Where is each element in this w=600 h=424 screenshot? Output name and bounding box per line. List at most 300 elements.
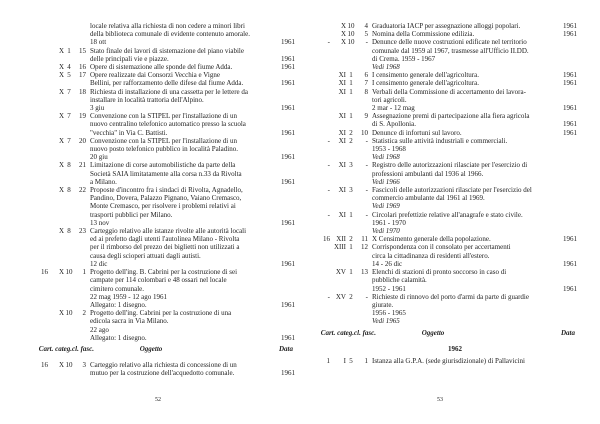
entry-row (300, 243, 580, 268)
entry-categ: XI (338, 136, 346, 145)
entry-year: 1961 (281, 333, 295, 342)
entry-line (90, 153, 295, 161)
entry-cart: 16 (323, 235, 330, 244)
entry-categ: X (58, 309, 64, 318)
entry-oggetto (372, 88, 577, 113)
page-number-left: 52 (155, 396, 161, 403)
entry-cart (18, 186, 48, 227)
entry-oggetto (372, 22, 577, 30)
entry-text: Allegato: 1 disegno. (90, 300, 147, 309)
entry-categ: XIII (333, 243, 346, 252)
entry-text: 1952 - 1961 (372, 284, 406, 293)
entry-cl: 10 (347, 38, 355, 47)
entry-line (90, 63, 295, 71)
entry-cl: 10 (65, 361, 73, 370)
entry-line (90, 112, 295, 120)
entry-categ: X (58, 46, 64, 55)
entry-fasc: 19 (79, 112, 86, 121)
entry-cart (300, 268, 330, 293)
entry-categ: X (340, 22, 346, 30)
entry-cart (18, 112, 48, 137)
entry-categ: XI (338, 71, 346, 80)
entry-categ: X (58, 186, 64, 195)
entry-cart (18, 227, 48, 268)
entry-cart (300, 112, 330, 128)
entry-cl: 1 (349, 243, 353, 252)
entry-line (90, 202, 295, 210)
entry-oggetto (372, 211, 577, 236)
entry-row (300, 357, 580, 365)
entry-year: 1961 (281, 104, 295, 113)
entry-text: Società SAIA limitatamente alla corsa n.33 da Rivolta (90, 169, 242, 178)
entry-line (372, 137, 577, 145)
entry-line (372, 145, 577, 153)
entry-text: 1961 - 1970 (372, 218, 406, 227)
entry-line (372, 219, 577, 227)
entry-fasc: - (365, 38, 368, 47)
entry-year: 1961 (281, 300, 295, 309)
entry-line (372, 170, 577, 178)
entry-categ: XI (338, 128, 346, 137)
entry-text: pubbliche calamità. (372, 276, 427, 285)
entry-line (90, 178, 295, 186)
entry-text: 14 - 26 dic (372, 259, 403, 268)
entry-year: 1961 (281, 369, 295, 378)
entry-text: Opere di sistemazione alle sponde del fiume Adda. (90, 63, 233, 72)
entry-line (372, 309, 577, 317)
entry-text: di Crema. 1959 - 1967 (372, 54, 436, 63)
entry-line (372, 88, 577, 96)
entry-cl: 2 (349, 235, 353, 244)
entry-text: trasporti pubblici per Milano. (90, 210, 173, 219)
entry-fasc: 3 (82, 361, 86, 370)
entry-year: 1961 (281, 259, 295, 268)
entry-categ: X (340, 38, 346, 47)
entry-text: Circolari prefettizie relative all'anagrafe e stato civile. (372, 210, 523, 219)
entry-year: 1961 (563, 79, 577, 88)
entry-note: Vedi 1969 (372, 202, 400, 211)
entry-text: Denunce delle nuove costruzioni edificate nel territorio (372, 38, 527, 47)
entry-row (18, 22, 298, 47)
entry-text: 3 giu (90, 104, 105, 113)
entry-line (372, 161, 577, 169)
entry-fasc: 2 (82, 309, 86, 318)
entry-line (90, 145, 295, 153)
entry-line (90, 71, 295, 79)
entry-cl: 2 (349, 136, 353, 145)
entry-cart (300, 88, 330, 113)
entry-oggetto (90, 63, 295, 71)
entry-text: comunale dal 1959 al 1967, trasmesse all'Ufficio II.DD. (372, 46, 529, 55)
entry-cl: 8 (67, 227, 71, 236)
entry-fasc: 20 (79, 136, 86, 145)
entry-cart (300, 79, 330, 87)
entry-oggetto (372, 357, 577, 365)
entry-line (90, 194, 295, 202)
entry-line (90, 301, 295, 309)
entry-fasc: - (365, 161, 368, 170)
entry-line (372, 252, 577, 260)
entry-note: Vedi 1968 (372, 63, 400, 72)
entry-text: 1956 - 1965 (372, 309, 406, 318)
entry-line (90, 227, 295, 235)
entry-text: tori agricoli. (372, 95, 407, 104)
entry-oggetto (372, 235, 577, 243)
entry-text: Stato finale dei lavori di sistemazione del piano viabile (90, 46, 244, 55)
entry-row (300, 186, 580, 211)
entry-cl: 7 (67, 87, 71, 96)
entry-cl: 10 (347, 22, 355, 30)
entry-oggetto (372, 71, 577, 79)
entry-categ: XI (338, 210, 346, 219)
entry-text: nuovo posto telefonico pubblico in località Paladino. (90, 145, 238, 154)
entry-year: 1961 (281, 63, 295, 72)
entry-line (372, 243, 577, 251)
entry-text: per il rimborso del prezzo dei biglietti non utilizzati a (90, 243, 240, 252)
entry-line (90, 137, 295, 145)
entry-line (372, 268, 577, 276)
entry-cl: 2 (349, 128, 353, 137)
entry-cl: 1 (349, 210, 353, 219)
entry-line (90, 293, 295, 301)
entry-categ: X (58, 227, 64, 236)
entry-text: professioni ambulanti dal 1936 al 1966. (372, 169, 484, 178)
entry-line (90, 104, 295, 112)
entry-text: Convenzione con la STIPEL per l'installazione di un (90, 136, 237, 145)
entry-text: Convenzione con la STIPEL per l'installazione di un (90, 112, 237, 121)
entry-cl: 1 (349, 79, 353, 88)
entry-row (300, 129, 580, 137)
entry-fasc (74, 22, 86, 47)
entry-fasc: 7 (364, 79, 368, 88)
entry-text: "vecchia" in Via C. Battisti. (90, 128, 168, 137)
entry-text: Registro delle autorizzazioni rilasciate per l'esercizio di (372, 161, 528, 170)
left-table-header (18, 345, 298, 353)
entry-oggetto (90, 88, 295, 113)
entry-text: causa degli scioperi attuati dagli autisti. (90, 251, 201, 260)
entry-fasc: - (365, 186, 368, 195)
entry-line (90, 219, 295, 227)
entry-oggetto (90, 309, 295, 342)
entry-oggetto (90, 71, 295, 87)
entry-line (90, 369, 295, 377)
entry-year: 1961 (563, 120, 577, 129)
entry-line (90, 161, 295, 169)
entry-line (372, 30, 577, 38)
entry-fasc: 6 (364, 71, 368, 80)
entry-year: 1961 (281, 38, 295, 47)
entry-categ: XI (338, 112, 346, 121)
entry-cart: 16 (41, 361, 48, 370)
entry-cl: 7 (67, 136, 71, 145)
entry-oggetto (372, 112, 577, 128)
entry-row (300, 79, 580, 87)
entry-cart (300, 22, 330, 30)
entry-row (18, 88, 298, 113)
entry-oggetto (372, 137, 577, 162)
right-after-entries (300, 357, 580, 365)
entry-text: Fascicoli delle autorizzazioni rilasciate per l'esercizio del (372, 186, 532, 195)
entry-text: Graduatoria IACP per assegnazione alloggi popolari. (372, 22, 521, 30)
entry-year: 1961 (563, 259, 577, 268)
entry-year: 1961 (563, 104, 577, 113)
entry-line (90, 47, 295, 55)
entry-line (90, 186, 295, 194)
entry-text: a Milano. (90, 177, 117, 186)
entry-line (90, 243, 295, 251)
header-col2: Oggetto (421, 328, 445, 337)
entry-text: I censimento generale dell'agricoltura. (372, 79, 479, 88)
entry-line (90, 334, 295, 342)
entry-line (90, 170, 295, 178)
left-after-entries (18, 361, 298, 377)
entry-line (90, 285, 295, 293)
entry-categ: X (58, 87, 64, 96)
entry-fasc: 10 (361, 128, 368, 137)
entry-cart: - (327, 136, 330, 145)
entry-row (18, 361, 298, 377)
entry-line (372, 112, 577, 120)
entry-row (18, 309, 298, 342)
entry-text: Richiesta di installazione di una cassetta per le lettere da (90, 87, 249, 96)
entry-text: nuovo centralino telefonico automatico presso la scuola (90, 120, 246, 129)
entry-categ: I (343, 356, 346, 365)
entry-categ: X (58, 136, 64, 145)
entry-categ: X (58, 268, 64, 277)
entry-year: 1961 (281, 128, 295, 137)
entry-text: edicola sacra in Via Milano. (90, 317, 169, 326)
entry-text: 12 dic (90, 259, 108, 268)
entry-row (18, 71, 298, 87)
entry-text: Bellini, per rafforzamento delle difese dal fiume Adda. (90, 79, 244, 88)
entry-line (372, 96, 577, 104)
entry-fasc: - (365, 210, 368, 219)
entry-oggetto (372, 161, 577, 186)
entry-line (372, 211, 577, 219)
entry-categ: XI (338, 79, 346, 88)
entry-row (300, 268, 580, 293)
entry-line (372, 129, 577, 137)
entry-cl: 1 (67, 46, 71, 55)
entry-text: 22 ago (90, 325, 109, 334)
entry-text: della biblioteca comunale di evidente contenuto amorale. (90, 30, 250, 39)
entry-line (372, 301, 577, 309)
entry-row (300, 88, 580, 113)
entry-oggetto (372, 38, 577, 71)
header-col3: Data (561, 328, 575, 337)
entry-row (300, 293, 580, 326)
entry-text: 20 giu (90, 153, 108, 162)
entry-cl: 8 (67, 186, 71, 195)
entry-fasc: 22 (79, 186, 86, 195)
entry-categ (48, 22, 64, 47)
entry-row (18, 161, 298, 186)
entry-cart: 16 (41, 268, 48, 277)
entry-cl: 3 (349, 186, 353, 195)
entry-text: Assegnazione premi di partecipazione alla fiera agricola (372, 112, 530, 121)
entry-text: 2 mar - 12 mag (372, 104, 415, 113)
left-entries (18, 22, 298, 342)
entry-line (90, 30, 295, 38)
entry-oggetto (372, 293, 577, 326)
entry-row (18, 227, 298, 268)
entry-text: 13 nov (90, 218, 110, 227)
entry-text: Allegato: 1 disegno. (90, 333, 147, 342)
entry-cl: 5 (67, 71, 71, 80)
entry-categ: XV (335, 268, 346, 277)
entry-cl: 7 (67, 112, 71, 121)
entry-note: Vedi 1970 (372, 227, 400, 236)
entry-text: campate per 114 colombari e 48 ossari nel locale (90, 276, 227, 285)
entry-row (18, 186, 298, 227)
entry-row (18, 137, 298, 162)
entry-note: Vedi 1966 (372, 177, 400, 186)
entry-text: Pandino, Dovera, Palazzo Pignano, Vaiano Cremasco, (90, 194, 242, 203)
entry-line (372, 293, 577, 301)
entry-text: Monte Cremasco, per risolvere i problemi relativi ai (90, 202, 236, 211)
entry-text: X Censimento generale della popolazione. (372, 235, 491, 244)
entry-year: 1961 (563, 235, 577, 244)
entry-categ: XI (338, 186, 346, 195)
entry-line (90, 55, 295, 63)
entry-line (372, 120, 577, 128)
entry-cl: 10 (65, 268, 73, 277)
entry-categ: XI (338, 161, 346, 170)
entry-line (372, 38, 577, 46)
entry-text: Nomina della Commissione edilizia. (372, 30, 475, 39)
entry-cl: 4 (67, 63, 71, 72)
entry-text: Verbali della Commissione di accertamento dei lavora- (372, 87, 526, 96)
entry-cart (300, 71, 330, 79)
entry-fasc: 15 (79, 46, 86, 55)
entry-row (300, 38, 580, 71)
entry-cl: 1 (349, 71, 353, 80)
entry-categ: X (58, 63, 64, 72)
entry-note: Vedi 1968 (372, 153, 400, 162)
entry-line (90, 317, 295, 325)
entry-line (372, 71, 577, 79)
entry-categ: XV (335, 292, 346, 301)
entry-row (300, 161, 580, 186)
entry-oggetto (372, 186, 577, 211)
entry-cl: 1 (349, 268, 353, 277)
entry-cart (18, 47, 48, 63)
entry-cart (18, 63, 48, 71)
entry-cl: 1 (349, 112, 353, 121)
entry-text: 1953 - 1968 (372, 145, 406, 154)
entry-text: Carteggio relativo alla richiesta di concessione di un (90, 361, 237, 370)
entry-cart: 1 (326, 356, 330, 365)
entry-text: 18 ott (90, 38, 107, 47)
header-col2: Oggetto (139, 344, 163, 353)
entry-line (90, 326, 295, 334)
entry-fasc: - (365, 136, 368, 145)
entry-line (90, 211, 295, 219)
entry-line (90, 79, 295, 87)
entry-row (300, 30, 580, 38)
entry-fasc: 21 (79, 161, 86, 170)
right-page (300, 22, 580, 412)
entry-line (372, 260, 577, 268)
entry-row (18, 63, 298, 71)
entry-year: 1961 (281, 218, 295, 227)
entry-categ: X (58, 361, 64, 370)
entry-row (300, 235, 580, 243)
entry-cl: 1 (349, 87, 353, 96)
entry-cart: - (327, 210, 330, 219)
entry-line (90, 309, 295, 317)
entry-year: 1961 (563, 30, 577, 39)
entry-text: cimitero comunale. (90, 284, 145, 293)
entry-cart (18, 22, 48, 47)
entry-cl: 10 (347, 30, 355, 39)
entry-cart (300, 243, 330, 268)
entry-row (300, 211, 580, 236)
entry-year: 1961 (281, 54, 295, 63)
entry-oggetto (372, 129, 577, 137)
entry-fasc: 1 (82, 268, 86, 277)
entry-fasc: 8 (364, 87, 368, 96)
entry-categ: XII (336, 235, 346, 244)
entry-line (372, 194, 577, 202)
entry-fasc: 5 (364, 30, 368, 39)
entry-oggetto (90, 112, 295, 137)
entry-fasc: 11 (361, 235, 368, 244)
entry-cart (300, 129, 330, 137)
entry-fasc: 17 (79, 71, 86, 80)
entry-line (90, 252, 295, 260)
entry-row (300, 137, 580, 162)
entry-row (18, 268, 298, 309)
entry-cart (300, 30, 330, 38)
entry-cl: 10 (65, 309, 73, 318)
entry-year: 1961 (563, 71, 577, 80)
entry-line (90, 120, 295, 128)
entry-cart: - (327, 161, 330, 170)
entry-line (372, 235, 577, 243)
entry-text: Richieste di rinnovo del porto d'armi da parte di guardie (372, 292, 529, 301)
entry-year: 1961 (281, 153, 295, 162)
entry-text: Opere realizzate dai Consorzi Vecchia e Vigne (90, 71, 220, 80)
entry-oggetto (90, 161, 295, 186)
right-entries (300, 22, 580, 326)
entry-line (90, 88, 295, 96)
entry-line (90, 276, 295, 284)
entry-text: Carteggio relativo alle istanze rivolte alle autorità locali (90, 227, 247, 236)
entry-oggetto (90, 22, 295, 47)
entry-fasc: 1 (364, 356, 368, 365)
entry-cart (18, 88, 48, 113)
right-table-header (300, 329, 580, 337)
entry-year: 1961 (563, 284, 577, 293)
entry-fasc: 18 (79, 87, 86, 96)
entry-oggetto (90, 268, 295, 309)
entry-row (18, 112, 298, 137)
entry-text: commercio ambulante dal 1961 al 1969. (372, 194, 485, 203)
entry-line (372, 285, 577, 293)
entry-cart (18, 161, 48, 186)
entry-text: delle principali vie e piazze. (90, 54, 169, 63)
entry-text: Progetto dell'ing. Cabrini per la costruzione di una (90, 309, 232, 318)
entry-cl: 2 (349, 292, 353, 301)
entry-line (90, 38, 295, 46)
entry-line (90, 22, 295, 30)
entry-line (372, 357, 577, 365)
entry-line (90, 268, 295, 276)
entry-line (372, 276, 577, 284)
entry-fasc: 4 (364, 22, 368, 30)
entry-line (372, 22, 577, 30)
